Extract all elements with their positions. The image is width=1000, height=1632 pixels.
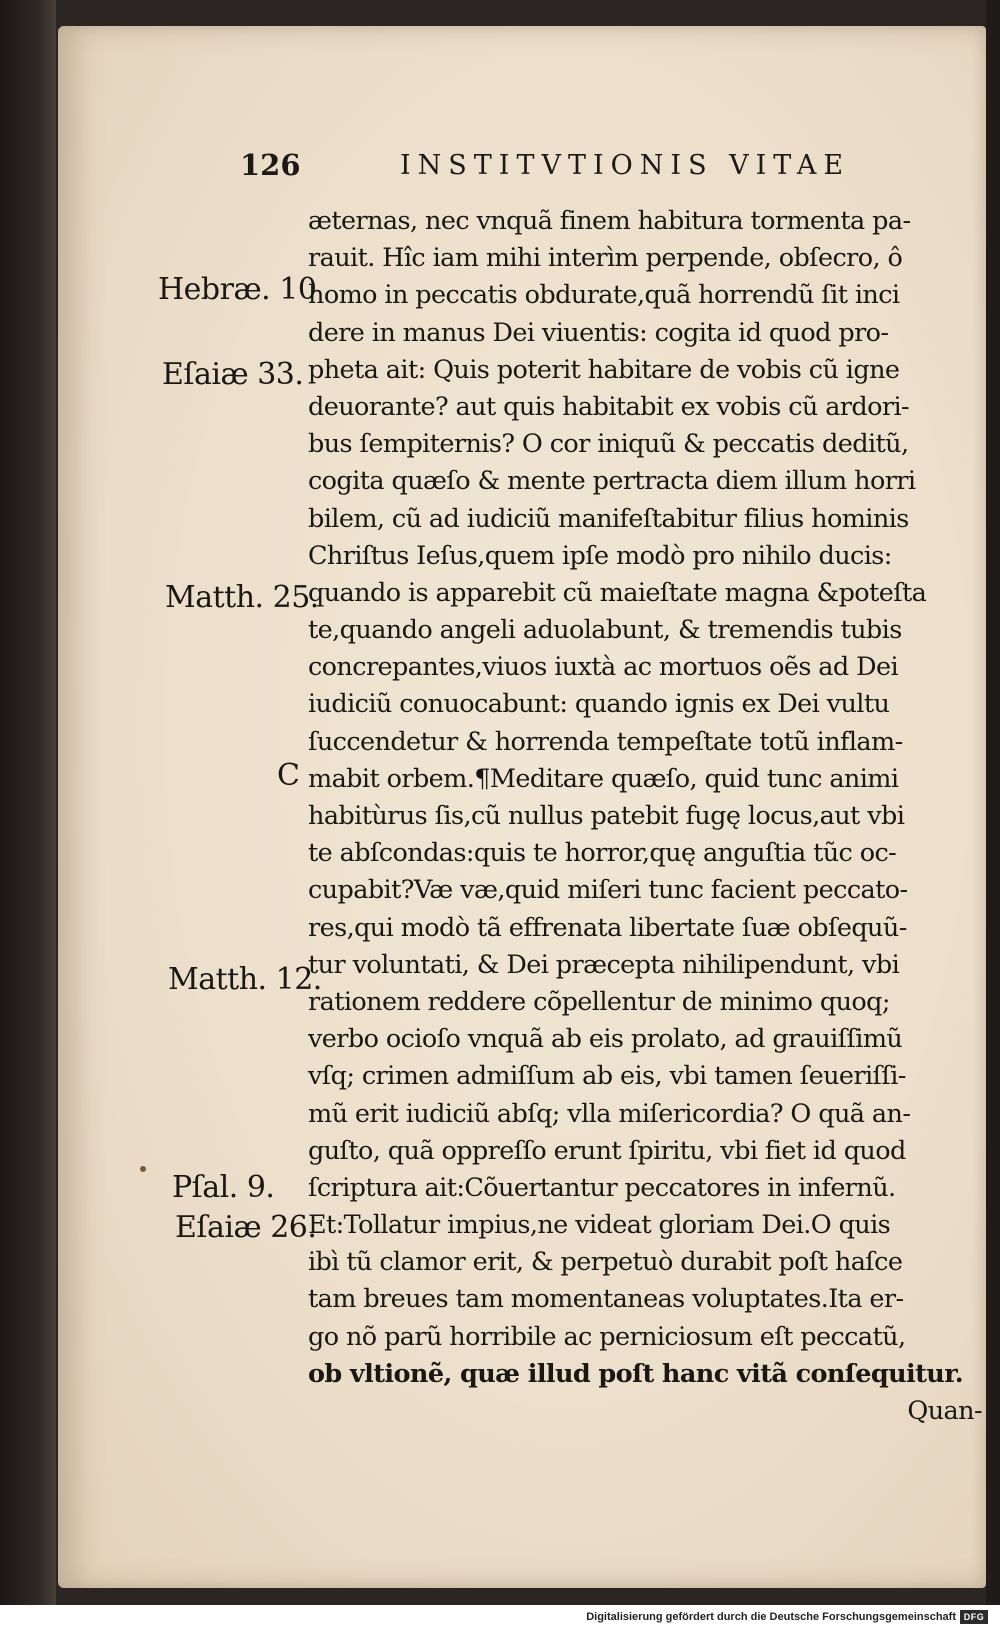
text-line: concrepantes,viuos iuxtà ac mortuos oẽs ad Dei — [308, 652, 899, 683]
text-line: rauit. Hîc iam mihi interìm perpende, obſecro, ô — [308, 243, 903, 274]
text-line: mũ erit iudiciũ abſq; vlla miſericordia? O quã an- — [308, 1098, 911, 1129]
book-gutter — [0, 0, 56, 1605]
text-line: ſcriptura ait:Cõuertantur peccatores in infernũ. — [308, 1172, 896, 1203]
text-line: pheta ait: Quis poterit habitare de vobis cũ igne — [308, 354, 900, 385]
footer-bar — [0, 1605, 1000, 1632]
digitization-note: Digitalisierung gefördert durch die Deutsche Forschungsgemeinschaft — [586, 1611, 956, 1623]
text-line: æternas, nec vnquã finem habitura tormenta pa- — [308, 206, 911, 236]
body-text — [308, 203, 988, 1430]
text-line: cogita quæſo & mente pertracta diem illum horri — [308, 466, 916, 497]
text-line: go nõ parũ horribile ac perniciosum eſt peccatũ, — [308, 1321, 906, 1352]
text-line: Et:Tollatur impius,ne videat gloriam Dei.O quis — [308, 1210, 891, 1241]
text-line: te,quando angeli aduolabunt, & tremendis tubis — [308, 615, 902, 646]
text-line: guſto, quã oppreſſo erunt ſpiritu, vbi fiet id quod — [308, 1135, 906, 1166]
text-line: mabit orbem.¶Meditare quæſo, quid tunc animi — [308, 763, 899, 794]
text-line: verbo ocioſo vnquã ab eis prolato, ad grauiſſimũ — [308, 1024, 903, 1055]
text-line: tam breues tam momentaneas voluptates.Ita er- — [308, 1284, 904, 1315]
text-line: bilem, cũ ad iudiciũ manifeſtabitur filius hominis — [308, 503, 909, 534]
text-line: res,qui modò tã effrenata libertate ſuæ obſequũ- — [308, 912, 907, 943]
page-edge — [986, 0, 1000, 1605]
marginal-note-matthew-25: Matth. 25. — [165, 580, 319, 615]
running-title: INSTITVTIONIS VITAE — [400, 150, 851, 181]
text-line: tur voluntati, & Dei præcepta nihilipendunt, vbi — [308, 949, 900, 980]
text-line: te abſcondas:quis te horror,quę anguſtia tũc oc- — [308, 838, 897, 869]
ink-mark — [140, 1166, 146, 1172]
marginal-note-psalm-9: Pſal. 9. — [172, 1170, 275, 1205]
text-line: rationem reddere cõpellentur de minimo quoq; — [308, 986, 890, 1017]
marginal-note-hebrews: Hebræ. 10 — [158, 272, 317, 307]
marginal-note-isaiah-33: Eſaiæ 33. — [162, 357, 304, 392]
text-line: iudiciũ conuocabunt: quando ignis ex Dei vultu — [308, 689, 890, 720]
text-line: vſq; crimen admiſſum ab eis, vbi tamen ſeueriſſi- — [308, 1061, 906, 1092]
page-header — [240, 148, 920, 188]
text-line: Chriſtus Ieſus,quem ipſe modò pro nihilo ducis: — [308, 540, 892, 571]
text-line: ſuccendetur & horrenda tempeſtate totũ inflam- — [308, 726, 903, 757]
text-line: quando is apparebit cũ maieſtate magna &poteſta — [308, 577, 927, 608]
text-line: ob vltionẽ, quæ illud poſt hanc vitã conſequitur. — [308, 1358, 964, 1389]
text-line: deuorante? aut quis habitabit ex vobis cũ ardori- — [308, 391, 910, 422]
marginal-note-isaiah-26: Eſaiæ 26. — [175, 1210, 317, 1245]
text-line: ibì tũ clamor erit, & perpetuò durabit poſt haſce — [308, 1247, 903, 1278]
marginal-note-matthew-12: Matth. 12. — [168, 962, 322, 997]
text-line: homo in peccatis obdurate,quã horrendũ ſit inci — [308, 280, 900, 311]
catchword: Quan- — [907, 1396, 982, 1426]
page-number: 126 — [240, 148, 301, 182]
text-line: habitùrus ſis,cũ nullus patebit fugę locus,aut vbi — [308, 801, 905, 831]
text-line: dere in manus Dei viuentis: cogita id quod pro- — [308, 317, 889, 348]
text-line: cupabit?Væ væ,quid miſeri tunc facient peccato- — [308, 875, 908, 906]
text-line: bus ſempiternis? O cor iniquũ & peccatis deditũ, — [308, 429, 909, 460]
dfg-logo: DFG — [960, 1610, 988, 1624]
section-marker-c: C — [277, 758, 300, 793]
